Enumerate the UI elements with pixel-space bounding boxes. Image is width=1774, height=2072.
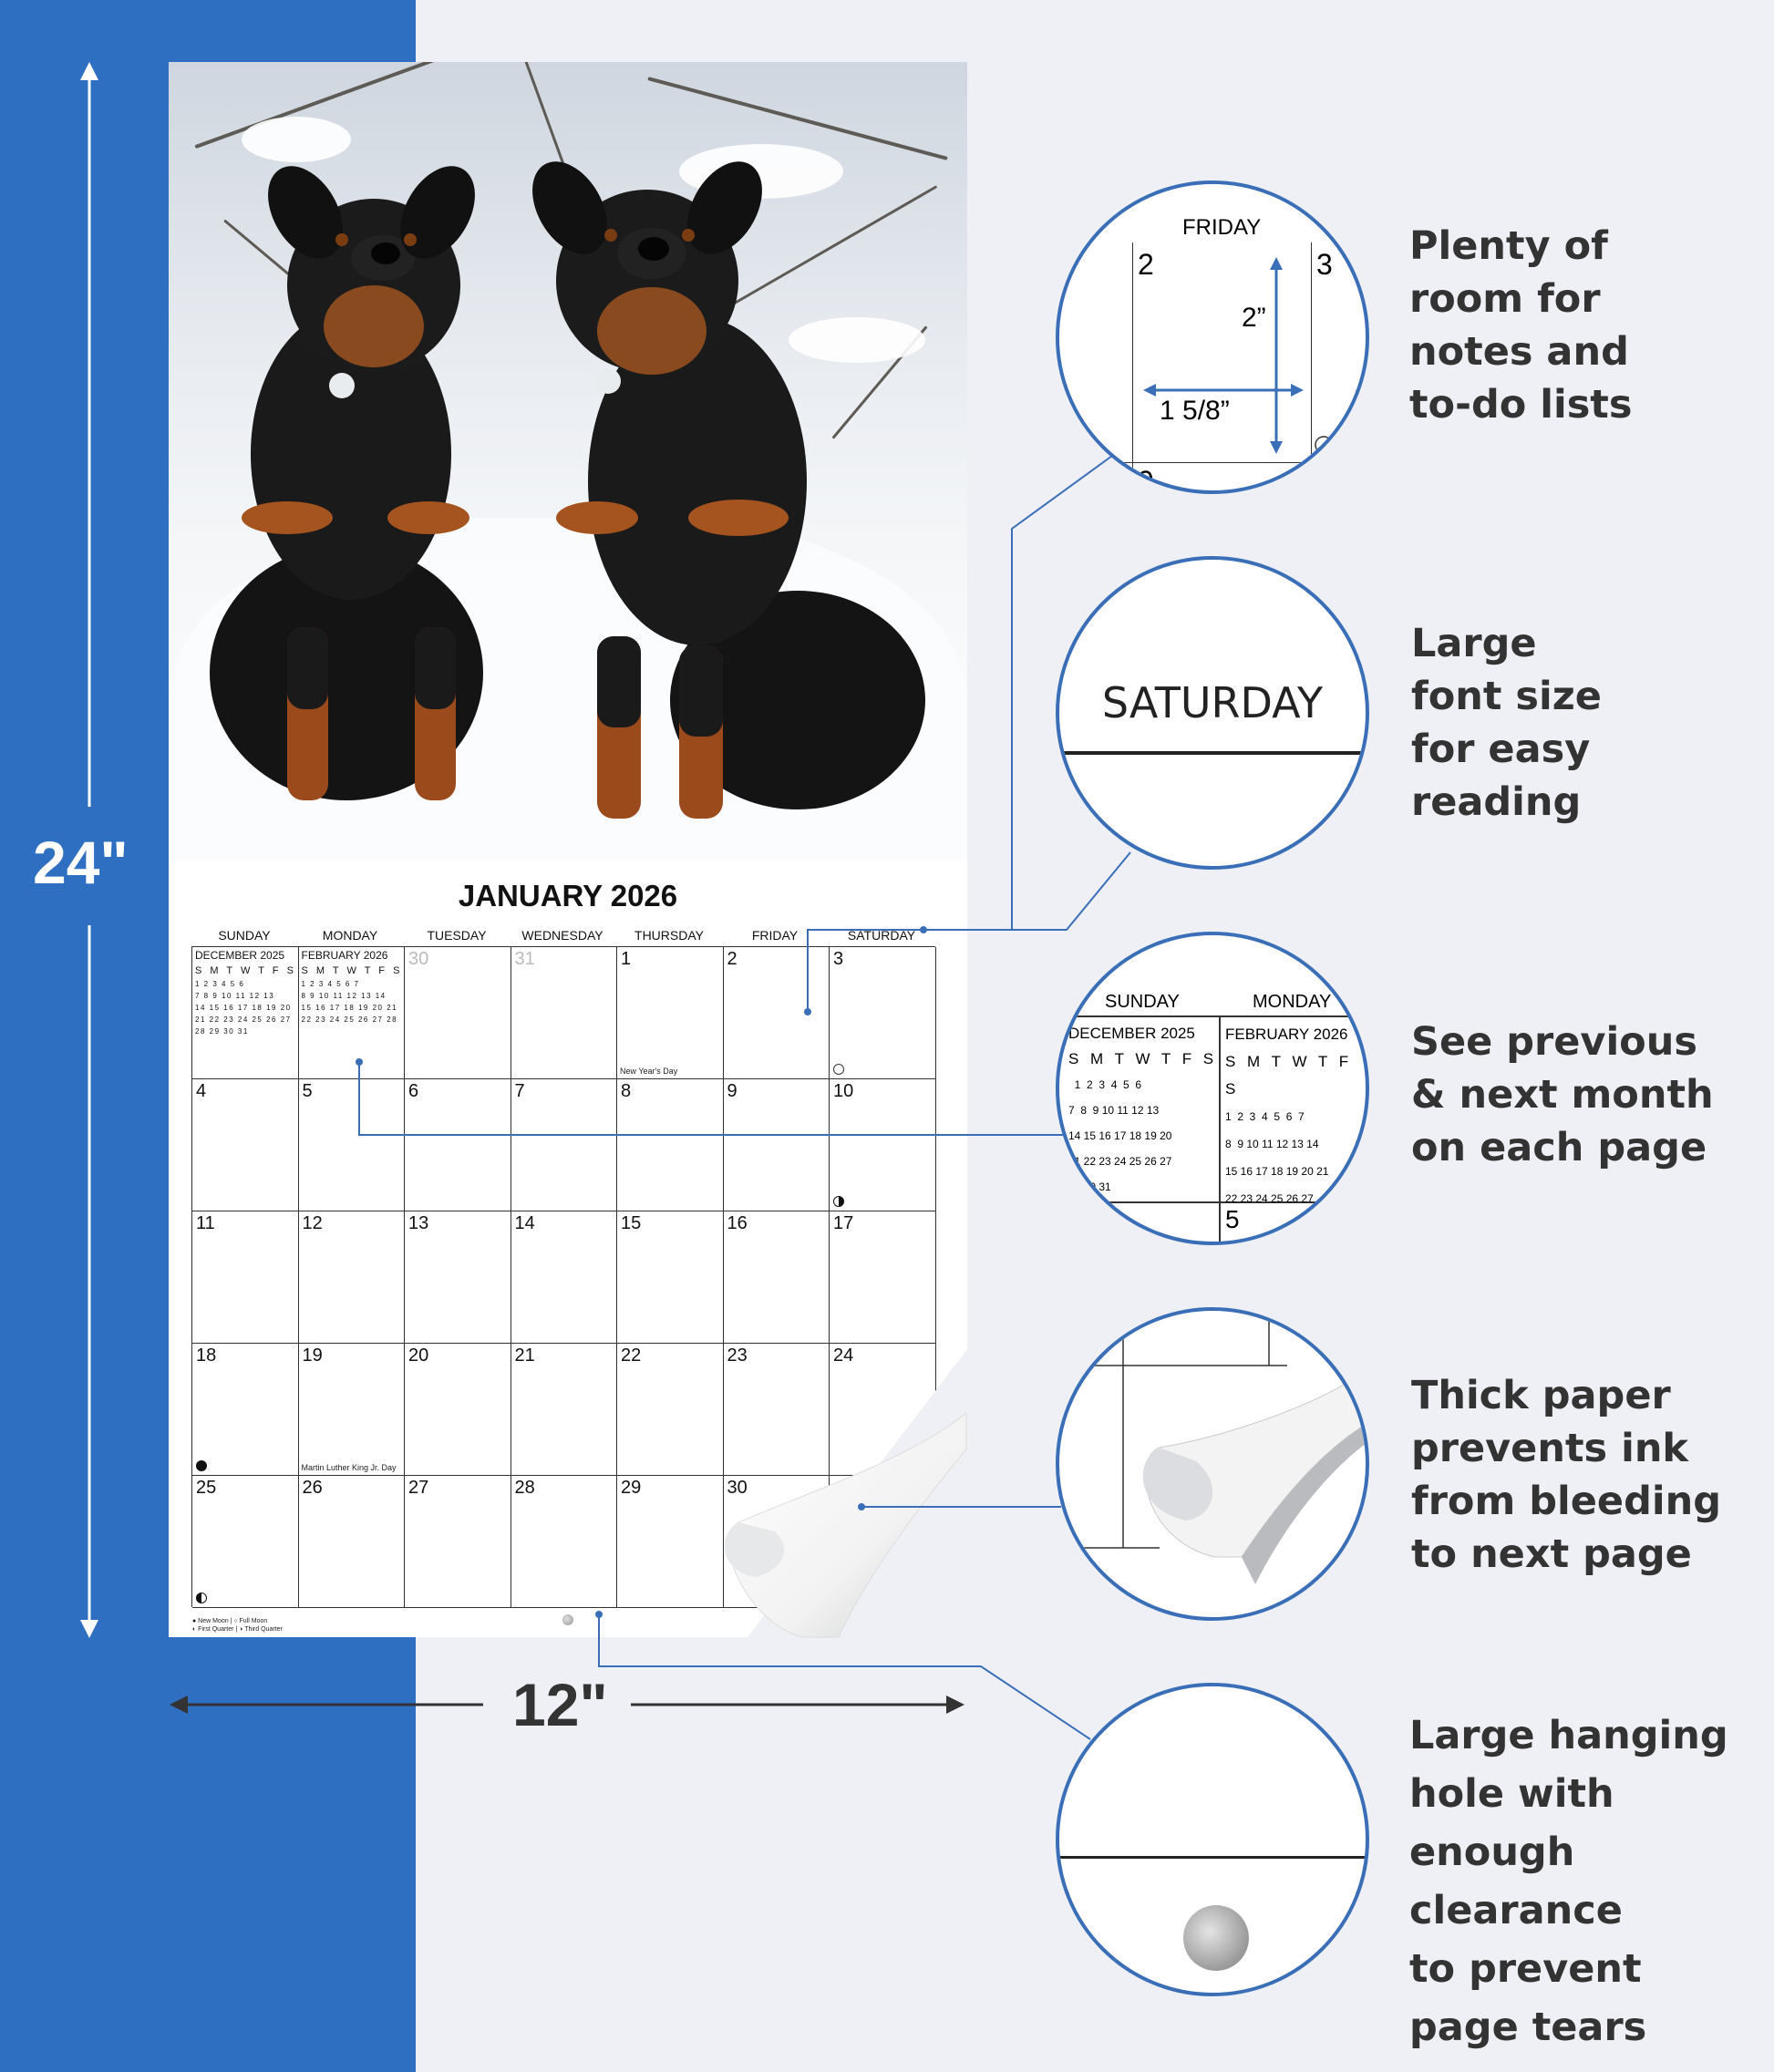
mini-calendar-row: 15 16 17 18 19 20 21 bbox=[301, 1004, 398, 1012]
zoom-day-5: 5 bbox=[1225, 1205, 1240, 1233]
day-number: 16 bbox=[727, 1213, 748, 1233]
zoom-prev-row: 1 2 3 4 5 6 bbox=[1068, 1078, 1142, 1091]
feature-line: from bleeding bbox=[1411, 1479, 1721, 1524]
zoom-thick-paper bbox=[1056, 1307, 1369, 1621]
day-number: 13 bbox=[408, 1213, 429, 1233]
weekday-friday: FRIDAY bbox=[751, 928, 799, 943]
feature-months bbox=[1411, 1015, 1714, 1174]
day-number: 22 bbox=[621, 1345, 642, 1366]
zoom-next-letters: S M T W T F S bbox=[1225, 1053, 1353, 1098]
mini-calendar-weekdays: S M T W T F S bbox=[195, 965, 296, 976]
feature-line: Large bbox=[1411, 621, 1537, 666]
feature-line: notes and bbox=[1409, 329, 1629, 375]
zoom-prev-row: 29 30 31 bbox=[1068, 1180, 1111, 1193]
zoom-next-row: 15 16 17 18 19 20 21 bbox=[1225, 1165, 1329, 1178]
day-number: 23 bbox=[727, 1345, 748, 1366]
hole-icon bbox=[1183, 1905, 1249, 1971]
day-number: 2 bbox=[727, 949, 737, 969]
holiday-label: Martin Luther King Jr. Day bbox=[301, 1463, 397, 1472]
day-number: 3 bbox=[833, 949, 844, 969]
feature-line: to prevent bbox=[1409, 1946, 1642, 1992]
day-number: 30 bbox=[408, 949, 429, 969]
mini-calendar-row: 21 22 23 24 25 26 27 bbox=[195, 1015, 292, 1024]
feature-hole bbox=[1409, 1706, 1774, 2057]
day-number: 11 bbox=[196, 1213, 215, 1233]
day-number: 20 bbox=[408, 1345, 429, 1366]
width-label: 12" bbox=[512, 1671, 608, 1738]
day-number: 18 bbox=[196, 1345, 217, 1366]
zoom-num-2: 2 bbox=[1138, 248, 1154, 281]
zoom-hanging-hole bbox=[1056, 1683, 1369, 1996]
feature-line: font size bbox=[1411, 674, 1602, 719]
legend-line-2: ◐ First Quarter | ◑ Third Quarter bbox=[192, 1626, 283, 1633]
feature-line: enough clearance bbox=[1409, 1830, 1623, 1933]
feature-line: hole with bbox=[1409, 1771, 1614, 1817]
day-number: 4 bbox=[196, 1081, 207, 1101]
mini-calendar-row: 1 2 3 4 5 6 7 bbox=[301, 980, 360, 988]
feature-line: Plenty of bbox=[1409, 223, 1608, 269]
day-number: 10 bbox=[833, 1081, 854, 1101]
day-number: 1 bbox=[621, 949, 632, 969]
feature-line: See previous bbox=[1411, 1019, 1697, 1065]
feature-font bbox=[1411, 617, 1602, 829]
zoom-next-title: FEBRUARY 2026 bbox=[1225, 1026, 1348, 1043]
zoom-prev-month bbox=[1068, 1021, 1217, 1200]
zoom-prev-row: 14 15 16 17 18 19 20 bbox=[1068, 1129, 1172, 1142]
weekday-tuesday: TUESDAY bbox=[427, 928, 487, 943]
feature-paper bbox=[1411, 1369, 1721, 1581]
zoom-mini-months bbox=[1056, 932, 1369, 1245]
weekday-thursday: THURSDAY bbox=[634, 928, 704, 943]
day-number: 31 bbox=[514, 949, 535, 969]
day-number: 12 bbox=[302, 1213, 323, 1233]
mini-calendar-row: 22 23 24 25 26 27 28 bbox=[301, 1015, 398, 1024]
zoom-saturday-label: SATURDAY bbox=[1101, 678, 1324, 727]
zoom-prev-row: 21 22 23 24 25 26 27 bbox=[1068, 1155, 1172, 1168]
mini-calendar-title: DECEMBER 2025 bbox=[195, 949, 285, 962]
mini-calendar-row: 7 8 9 10 11 12 13 bbox=[195, 992, 275, 1000]
day-number: 28 bbox=[514, 1478, 535, 1498]
feature-line: page tears bbox=[1409, 2005, 1647, 2050]
zoom-saturday-header bbox=[1056, 556, 1369, 870]
zoom-next-row: 8 9 10 11 12 13 14 bbox=[1225, 1138, 1319, 1150]
zoom-num-9: 9 bbox=[1138, 465, 1154, 494]
mini-calendar-row: 14 15 16 17 18 19 20 bbox=[195, 1004, 292, 1012]
day-number: 29 bbox=[621, 1478, 642, 1498]
day-number: 27 bbox=[408, 1478, 429, 1498]
feature-line: room for bbox=[1409, 276, 1601, 322]
feature-line: for easy bbox=[1411, 727, 1591, 772]
legend-line-1: ● New Moon | ○ Full Moon bbox=[192, 1618, 268, 1624]
mini-calendar-title: FEBRUARY 2026 bbox=[301, 949, 388, 962]
feature-room bbox=[1409, 220, 1632, 431]
day-number: 5 bbox=[302, 1081, 313, 1101]
mini-calendar-row: 28 29 30 31 bbox=[195, 1027, 249, 1036]
day-number: 8 bbox=[621, 1081, 632, 1101]
zoom-prev-row: 7 8 9 10 11 12 13 bbox=[1068, 1104, 1160, 1117]
zoom-height-dim: 2” bbox=[1242, 303, 1266, 333]
zoom-next-month bbox=[1225, 1021, 1366, 1212]
height-label: 24" bbox=[33, 829, 129, 896]
zoom-num-3: 3 bbox=[1316, 248, 1333, 281]
weekday-sunday: SUNDAY bbox=[218, 928, 271, 943]
zoom-monday: MONDAY bbox=[1253, 992, 1332, 1012]
day-number: 6 bbox=[408, 1081, 419, 1101]
day-number: 9 bbox=[727, 1081, 737, 1101]
feature-line: & next month bbox=[1411, 1072, 1714, 1118]
zoom-sunday: SUNDAY bbox=[1105, 992, 1180, 1012]
day-number: 25 bbox=[196, 1478, 217, 1498]
day-number: 24 bbox=[833, 1345, 854, 1366]
day-number: 15 bbox=[621, 1213, 642, 1233]
zoom-next-row: 1 2 3 4 5 6 7 bbox=[1225, 1110, 1305, 1123]
day-number: 14 bbox=[514, 1213, 535, 1233]
day-number: 30 bbox=[727, 1478, 748, 1498]
mini-calendar-row: 8 9 10 11 12 13 14 bbox=[301, 992, 387, 1000]
day-number: 17 bbox=[833, 1213, 854, 1233]
zoom-friday-cell bbox=[1056, 180, 1369, 494]
day-number: 7 bbox=[514, 1081, 525, 1101]
zoom-width-dim: 1 5/8” bbox=[1160, 396, 1230, 426]
zoom-next-row: 22 23 24 25 26 27 bbox=[1225, 1192, 1314, 1205]
feature-line: reading bbox=[1411, 779, 1582, 825]
feature-line: to-do lists bbox=[1409, 382, 1633, 428]
zoom-prev-title: DECEMBER 2025 bbox=[1068, 1025, 1195, 1042]
feature-line: on each page bbox=[1411, 1125, 1707, 1170]
day-number: 21 bbox=[514, 1345, 535, 1366]
zoom-friday-label: FRIDAY bbox=[1182, 215, 1262, 240]
holiday-label: New Year's Day bbox=[620, 1067, 678, 1076]
weekday-monday: MONDAY bbox=[322, 928, 378, 943]
day-number: 19 bbox=[302, 1345, 323, 1366]
mini-calendar-row: 1 2 3 4 5 6 bbox=[195, 980, 245, 988]
weekday-wednesday: WEDNESDAY bbox=[521, 928, 603, 943]
feature-line: Thick paper bbox=[1411, 1373, 1671, 1418]
day-number: 26 bbox=[302, 1478, 323, 1498]
mini-calendar-weekdays: S M T W T F S bbox=[301, 965, 403, 976]
weekday-saturday: SATURDAY bbox=[847, 928, 916, 943]
zoom-prev-letters: S M T W T F S bbox=[1068, 1050, 1218, 1067]
feature-line: Large hanging bbox=[1409, 1713, 1728, 1758]
calendar-title: JANUARY 2026 bbox=[458, 879, 678, 912]
feature-line: prevents ink bbox=[1411, 1426, 1689, 1471]
feature-line: to next page bbox=[1411, 1531, 1692, 1577]
